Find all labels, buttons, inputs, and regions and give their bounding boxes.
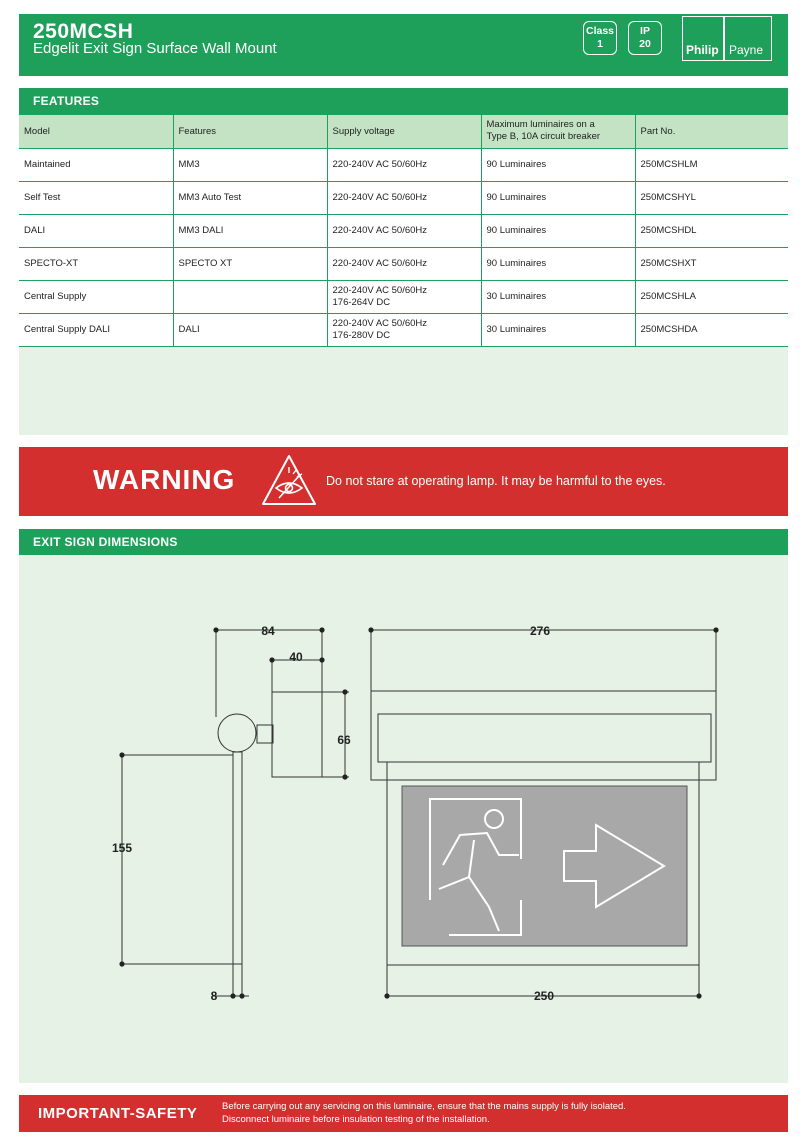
- model-code: 250MCSH: [33, 20, 134, 43]
- cell-luminaires: 90 Luminaires: [481, 181, 635, 214]
- mount-hub: [218, 714, 256, 752]
- mount-box-outline: [272, 692, 322, 777]
- cell-voltage: 220-240V AC 50/60Hz: [327, 247, 481, 280]
- class-badge-label: Class: [585, 25, 615, 37]
- dimension-drawing: [19, 555, 788, 1083]
- cell-voltage: 220-240V AC 50/60Hz: [327, 148, 481, 181]
- exit-sign-face: [402, 786, 687, 946]
- col-header-luminaires-line1: Maximum luminaires on a: [486, 119, 595, 131]
- table-row: [19, 214, 788, 247]
- cell-model: Central Supply DALI: [19, 313, 173, 346]
- table-row: [19, 280, 788, 313]
- safety-line-1: Before carrying out any servicing on this luminaire, ensure that the mains supply is fully isolated.: [222, 1101, 626, 1112]
- cell-luminaires: 90 Luminaires: [481, 214, 635, 247]
- ip-badge: [628, 21, 662, 55]
- dim-depth-total: 84: [261, 624, 275, 638]
- cell-voltage-line2: 176-264V DC: [332, 296, 391, 308]
- warning-title: WARNING: [93, 464, 236, 495]
- col-header-luminaires-line2: Type B, 10A circuit breaker: [486, 131, 601, 143]
- cell-voltage: [327, 280, 481, 313]
- class-badge: [583, 21, 617, 55]
- safety-banner: [19, 1095, 788, 1132]
- eye-hazard-icon: [259, 452, 319, 510]
- cell-model: Self Test: [19, 181, 173, 214]
- cell-part: 250MCSHLA: [635, 280, 788, 313]
- features-heading: FEATURES: [19, 88, 788, 115]
- dim-blade-thickness: 8: [210, 989, 218, 1003]
- safety-line-2: Disconnect luminaire before insulation testing of the installation.: [222, 1114, 490, 1125]
- cell-voltage: [327, 313, 481, 346]
- dim-box-height: 66: [337, 733, 351, 747]
- dimensions-panel: [19, 555, 788, 1083]
- class-badge-value: 1: [597, 38, 603, 50]
- brand-logo: [682, 16, 772, 61]
- col-header-features: Features: [173, 115, 327, 148]
- col-header-luminaires: [481, 115, 635, 148]
- cell-part: 250MCSHDA: [635, 313, 788, 346]
- cell-features: [173, 280, 327, 313]
- table-row: [19, 148, 788, 181]
- side-blade: [233, 752, 242, 964]
- safety-title: IMPORTANT-SAFETY: [38, 1105, 198, 1122]
- dim-box-depth: 40: [289, 650, 303, 664]
- features-table: [19, 115, 788, 347]
- logo-word-2: Payne: [729, 43, 764, 57]
- cell-part: 250MCSHDL: [635, 214, 788, 247]
- features-panel: [19, 115, 788, 435]
- safety-text: [222, 1100, 626, 1126]
- table-row: [19, 247, 788, 280]
- col-header-part: Part No.: [635, 115, 788, 148]
- cell-features: DALI: [173, 313, 327, 346]
- logo-word-1: Philip: [686, 43, 719, 57]
- table-header-row: [19, 115, 788, 148]
- ip-badge-label: IP: [640, 25, 650, 37]
- cell-features: SPECTO XT: [173, 247, 327, 280]
- mount-bracket: [257, 725, 273, 743]
- page-header: [19, 14, 788, 76]
- cell-model: SPECTO-XT: [19, 247, 173, 280]
- cell-part: 250MCSHYL: [635, 181, 788, 214]
- cell-features: MM3 Auto Test: [173, 181, 327, 214]
- ip-badge-value: 20: [639, 38, 651, 50]
- dimensions-heading: EXIT SIGN DIMENSIONS: [19, 529, 788, 556]
- warning-text: Do not stare at operating lamp. It may be harmful to the eyes.: [326, 474, 666, 488]
- cell-luminaires: 90 Luminaires: [481, 148, 635, 181]
- cell-voltage: 220-240V AC 50/60Hz: [327, 181, 481, 214]
- dim-width-bottom: 250: [533, 989, 555, 1003]
- table-row: [19, 181, 788, 214]
- dim-blade-height: 155: [111, 841, 133, 855]
- logo-divider: [723, 17, 725, 60]
- cell-voltage: 220-240V AC 50/60Hz: [327, 214, 481, 247]
- cell-voltage-line1: 220-240V AC 50/60Hz: [332, 284, 428, 296]
- cell-features: MM3: [173, 148, 327, 181]
- cell-luminaires: 30 Luminaires: [481, 280, 635, 313]
- cell-model: Maintained: [19, 148, 173, 181]
- dim-width-top: 276: [529, 624, 551, 638]
- cell-luminaires: 30 Luminaires: [481, 313, 635, 346]
- cell-voltage-line2: 176-280V DC: [332, 329, 391, 341]
- cell-luminaires: 90 Luminaires: [481, 247, 635, 280]
- cell-voltage-line1: 220-240V AC 50/60Hz: [332, 317, 428, 329]
- cell-part: 250MCSHLM: [635, 148, 788, 181]
- cell-part: 250MCSHXT: [635, 247, 788, 280]
- product-name: Edgelit Exit Sign Surface Wall Mount: [33, 40, 277, 57]
- cell-model: DALI: [19, 214, 173, 247]
- cell-features: MM3 DALI: [173, 214, 327, 247]
- cell-model: Central Supply: [19, 280, 173, 313]
- warning-banner: [19, 447, 788, 516]
- canopy-outline: [371, 691, 716, 780]
- canopy-inner: [378, 714, 711, 762]
- col-header-model: Model: [19, 115, 173, 148]
- table-row: [19, 313, 788, 346]
- col-header-voltage: Supply voltage: [327, 115, 481, 148]
